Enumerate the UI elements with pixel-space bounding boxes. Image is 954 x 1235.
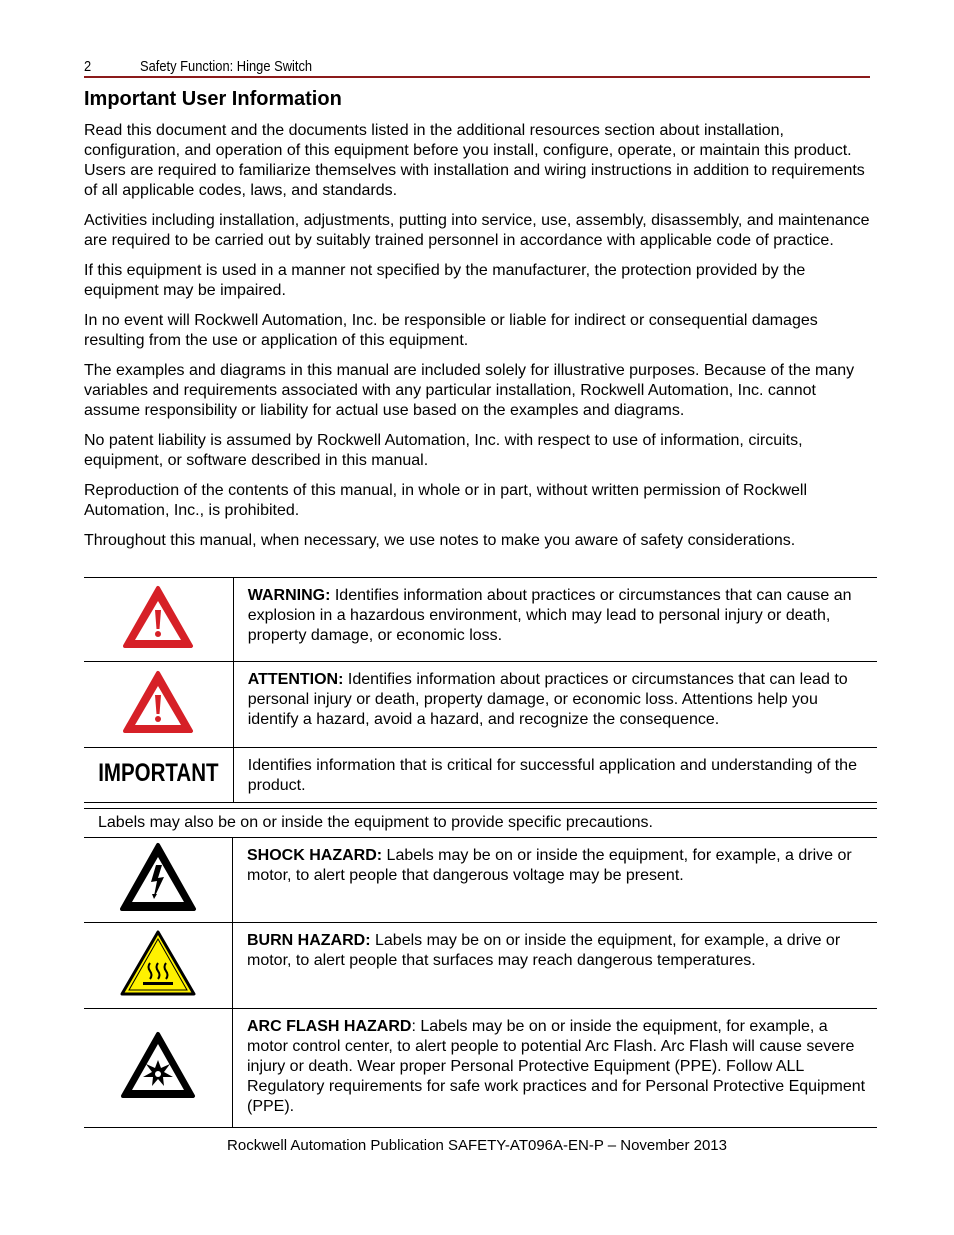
burn-hazard-icon bbox=[119, 928, 197, 998]
shock-icon-cell bbox=[84, 838, 233, 923]
publication-info: Rockwell Automation Publication SAFETY-AT096A-EN-P – November 2013 bbox=[227, 1137, 727, 1154]
shock-description: Labels may be on or inside the equipment, for example, a drive or motor, to alert people that dangerous voltage may be present. bbox=[247, 847, 852, 884]
burn-hazard-row bbox=[84, 923, 877, 1009]
page-header bbox=[84, 56, 870, 78]
attention-text bbox=[233, 662, 877, 748]
running-title: Safety Function: Hinge Switch bbox=[140, 58, 313, 75]
paragraph: No patent liability is assumed by Rockwell Automation, Inc. with respect to use of information, circuits, equipment, or software described in this manual. bbox=[84, 432, 803, 469]
shock-hazard-icon bbox=[119, 841, 197, 913]
paragraph: In no event will Rockwell Automation, Inc. be responsible or liable for indirect or consequential damages resulting from the use or application of this equipment. bbox=[84, 312, 818, 349]
warning-label: WARNING: bbox=[247, 587, 331, 604]
important-label-cell bbox=[84, 748, 233, 803]
attention-label: ATTENTION: bbox=[247, 671, 344, 688]
labels-intro-row bbox=[84, 809, 877, 838]
body-text bbox=[84, 121, 874, 561]
important-text: Identifies information that is critical for successful application and understanding of the product. bbox=[233, 748, 877, 803]
burn-icon-cell bbox=[84, 923, 233, 1009]
warning-text bbox=[233, 578, 877, 662]
paragraph: The examples and diagrams in this manual are included solely for illustrative purposes. Because of the many variables and requirements associated with any particular installation, Rockwell Automation, Inc. cannot assume responsibility or liability for actual use based on the examples and diagrams. bbox=[84, 362, 855, 419]
labels-intro: Labels may also be on or inside the equipment to provide specific precautions. bbox=[84, 809, 877, 838]
arc-description: : Labels may be on or inside the equipment, for example, a motor control center, to alert people to potential Arc Flash. Arc Flash will cause severe injury or death. Wear proper Personal Protective Equipment (PPE). Follow ALL Regulatory requirements for safe work practices and for Personal Protective Equipment (PPE). bbox=[247, 1018, 866, 1115]
attention-description: Identifies information about practices or circumstances that can lead to personal injury or death, property damage, or economic loss. Attentions help you identify a hazard, avoid a hazard, and recognize the consequence. bbox=[247, 671, 848, 728]
warning-triangle-icon bbox=[122, 584, 194, 650]
paragraph: Reproduction of the contents of this manual, in whole or in part, without written permission of Rockwell Automation, Inc., is prohibited. bbox=[84, 482, 808, 519]
attention-triangle-icon bbox=[122, 669, 194, 735]
arc-label: ARC FLASH HAZARD bbox=[247, 1018, 412, 1035]
paragraph: Read this document and the documents listed in the additional resources section about installation, configuration, and operation of this equipment before you install, configure, operate, or maintain this product. Users are required to familiarize themselves with installation and wiring instructions in addition to requirements of all applicable codes, laws, and standards. bbox=[84, 122, 865, 199]
warning-icon-cell bbox=[84, 578, 233, 662]
important-label: IMPORTANT bbox=[98, 759, 219, 787]
safety-notes-table bbox=[84, 577, 877, 803]
burn-description: Labels may be on or inside the equipment, for example, a drive or motor, to alert people that surfaces may reach dangerous temperatures. bbox=[247, 932, 841, 969]
paragraph: Activities including installation, adjustments, putting into service, use, assembly, disassembly, and maintenance are required to be carried out by suitably trained personnel in accordance with applicable code of practice. bbox=[84, 212, 870, 249]
page-number: 2 bbox=[84, 58, 92, 75]
burn-label: BURN HAZARD: bbox=[247, 932, 371, 949]
page-title: Important User Information bbox=[84, 88, 342, 110]
attention-row bbox=[84, 662, 877, 748]
arc-text bbox=[233, 1009, 878, 1128]
paragraph: Throughout this manual, when necessary, we use notes to make you aware of safety considerations. bbox=[84, 532, 796, 549]
hazard-labels-table bbox=[84, 808, 877, 1128]
shock-hazard-row bbox=[84, 838, 877, 923]
paragraph: If this equipment is used in a manner not specified by the manufacturer, the protection provided by the equipment may be impaired. bbox=[84, 262, 806, 299]
page-footer bbox=[0, 1137, 954, 1154]
shock-text bbox=[233, 838, 878, 923]
warning-description: Identifies information about practices or circumstances that can cause an explosion in a hazardous environment, which may lead to personal injury or death, property damage, or economic loss. bbox=[247, 587, 852, 644]
arc-icon-cell bbox=[84, 1009, 233, 1128]
attention-icon-cell bbox=[84, 662, 233, 748]
arc-flash-hazard-row bbox=[84, 1009, 877, 1128]
important-row bbox=[84, 748, 877, 803]
shock-label: SHOCK HAZARD: bbox=[247, 847, 383, 864]
burn-text bbox=[233, 923, 878, 1009]
arc-flash-hazard-icon bbox=[120, 1030, 196, 1100]
warning-row bbox=[84, 578, 877, 662]
